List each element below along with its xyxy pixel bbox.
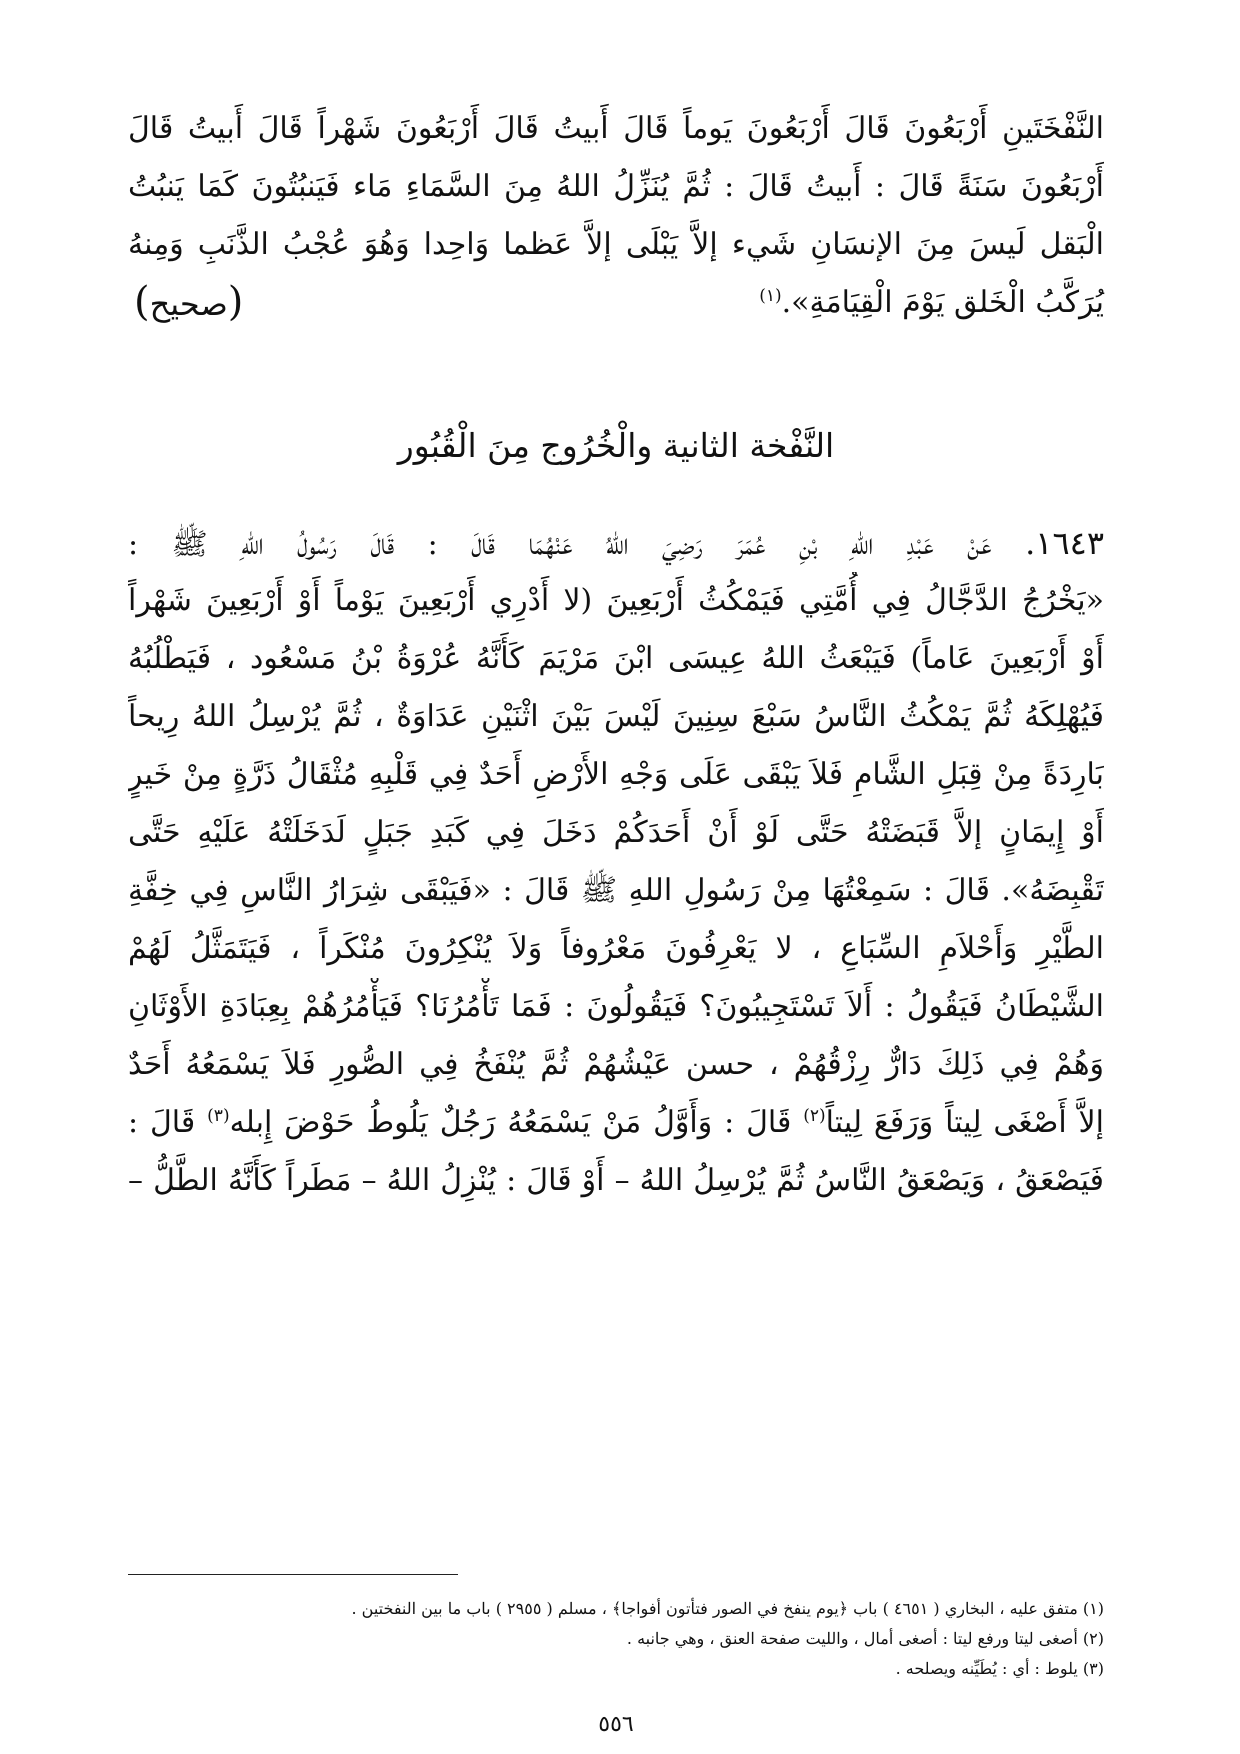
text-segment: إلاَّ أَصْغَى لِيتاً وَرَفَعَ لِيتاً: [825, 1105, 1104, 1140]
text-line: بَارِدَةً مِنْ قِبَلِ الشَّامِ فَلاَ يَبْقَى عَلَى وَجْهِ الأَرْضِ أَحَدٌ فِي قَلْبِهِ مُثْقَالُ ذَرَّةٍ مِنْ خَيرٍ: [128, 757, 1104, 792]
text-line: «يَخْرُجُ الدَّجَّالُ فِي أُمَّتِي فَيَمْكُثُ أَرْبَعِينَ (لا أَدْرِي أَرْبَعِينَ يَوْماً أَوْ أَرْبَعِينَ شَهْراً: [128, 583, 1104, 618]
text-line-content: يُرَكَّبُ الْخَلق يَوْمَ الْقِيَامَةِ».: [781, 285, 1104, 320]
text-line-last: [759, 274, 1104, 332]
text-line: النَّفْخَتَينِ أَرْبَعُونَ قَالَ أَرْبَعُونَ يَوماً قَالَ أَبيتُ قَالَ أَرْبَعُونَ شَهْراً قَالَ أَبيتُ قَالَ: [128, 111, 1104, 146]
text-line-content: عَنْ عَبْدِ اللهِ بْنِ عُمَرَ رَضِيَ اللهُ عَنْهُمَا قَالَ : قَالَ رَسُولُ اللهِ ﷺ :: [128, 527, 992, 562]
text-line-with-footnotes: [128, 1094, 1104, 1152]
grade-close-paren: ): [134, 279, 150, 325]
footnote-2: (٢) أصغى ليتا ورفع ليتا : أصغى أمال ، والليت صفحة العنق ، وهي جانبه .: [626, 1629, 1104, 1648]
footnote-ref-3[interactable]: (٣): [207, 1106, 230, 1126]
text-line: فَيُهْلِكَهُ ثُمَّ يَمْكُثُ النَّاسُ سَبْعَ سِنِينَ لَيْسَ بَيْنَ اثْنَيْنِ عَدَاوَةٌ ، ثُمَّ يُرْسِلُ اللهُ رِيحاً: [128, 699, 1104, 734]
page-number: ٥٥٦: [598, 1712, 634, 1737]
footnotes: [128, 1594, 1104, 1684]
grade-open-paren: (: [227, 279, 244, 325]
text-line: الطَّيْرِ وَأَحْلاَمِ السِّبَاعِ ، لا يَعْرِفُونَ مَعْرُوفاً وَلاَ يُنْكِرُونَ مُنْكَراً ، فَيَتَمَثَّلُ لَهُمْ: [128, 931, 1104, 966]
text-line: الشَّيْطَانُ فَيَقُولُ : أَلاَ تَسْتَجِيبُونَ؟ فَيَقُولُونَ : فَمَا تَأْمُرُنَا؟ فَيَأْمُرُهُمْ بِعِبَادَةِ الأَوْثَانِ: [128, 989, 1104, 1024]
hadith-1643: [128, 514, 1104, 1210]
section-heading: النَّفْخة الثانية والْخُرُوج مِنَ الْقُبُور: [397, 426, 835, 465]
footnote-separator: [128, 1574, 458, 1575]
text-segment: قَالَ : وَأَوَّلُ مَنْ يَسْمَعُهُ رَجُلٌ يَلُوطُ حَوْضَ إِبله: [229, 1105, 804, 1140]
grade-label: صحيح: [149, 285, 228, 323]
text-line: وَهُمْ فِي ذَلِكَ دَارٌّ رِزْقُهُمْ ، حسن عَيْشُهُمْ ثُمَّ يُنْفَخُ فِي الصُّورِ فَلاَ يَسْمَعُهُ أَحَدٌ: [128, 1047, 1104, 1082]
text-line-with-grade: [128, 274, 1104, 332]
page: [128, 100, 1104, 1737]
footnote-3: (٣) يلوط : أي : يُطَيِّنه ويصلحه .: [895, 1659, 1104, 1678]
text-line: الْبَقل لَيسَ مِنَ الإنسَانِ شَيء إلاَّ يَبْلَى إلاَّ عَظما وَاحِدا وَهُوَ عُجْبُ الذَّنَبِ وَمِنهُ: [128, 227, 1104, 262]
text-line: أَوْ أَرْبَعِينَ عَاماً) فَيَبْعَثُ اللهُ عِيسَى ابْنَ مَرْيَمَ كَأَنَّهُ عُرْوَةُ بْنُ مَسْعُود ، فَيَطْلُبُهُ: [128, 641, 1104, 676]
hadith-continuation: [128, 100, 1104, 332]
footnote-ref-1[interactable]: (١): [759, 286, 782, 306]
text-line: أَرْبَعُونَ سَنَةً قَالَ : أَبيتُ قَالَ : ثُمَّ يُنَزِّلُ اللهُ مِنَ السَّمَاءِ مَاء فَيَنبُتُونَ كَمَا يَنبُتُ: [128, 169, 1104, 204]
hadith-number: ١٦٤٣.: [1025, 524, 1104, 562]
text-line: فَيَصْعَقُ ، وَيَصْعَقُ النَّاسُ ثُمَّ يُرْسِلُ اللهُ – أَوْ قَالَ : يُنْزِلُ اللهُ – مَطَراً كَأَنَّهُ الطَّلُّ –: [128, 1163, 1104, 1198]
text-line: تَقْبِضَهُ». قَالَ : سَمِعْتُهَا مِنْ رَسُولِ اللهِ ﷺ قَالَ : «فَيَبْقَى شِرَارُ النَّاسِ فِي خِفَّةِ: [128, 873, 1104, 908]
footnote-ref-2[interactable]: (٢): [803, 1106, 826, 1126]
text-segment: قَالَ :: [128, 1105, 208, 1140]
footnote-1: (١) متفق عليه ، البخاري ( ٤٦٥١ ) باب ﴿يوم ينفخ في الصور فتأتون أفواجا﴾ ، مسلم ( ٢٩٥٥ ) باب ما بين النفختين .: [351, 1599, 1104, 1618]
text-line: أَوْ إِيمَانٍ إلاَّ قَبَضَتْهُ حَتَّى لَوْ أَنْ أَحَدَكُمْ دَخَلَ فِي كَبَدِ جَبَلٍ لَدَخَلَتْهُ عَلَيْهِ حَتَّى: [128, 815, 1104, 850]
hadith-grade: [128, 273, 249, 333]
text-line-first: [128, 514, 1104, 572]
